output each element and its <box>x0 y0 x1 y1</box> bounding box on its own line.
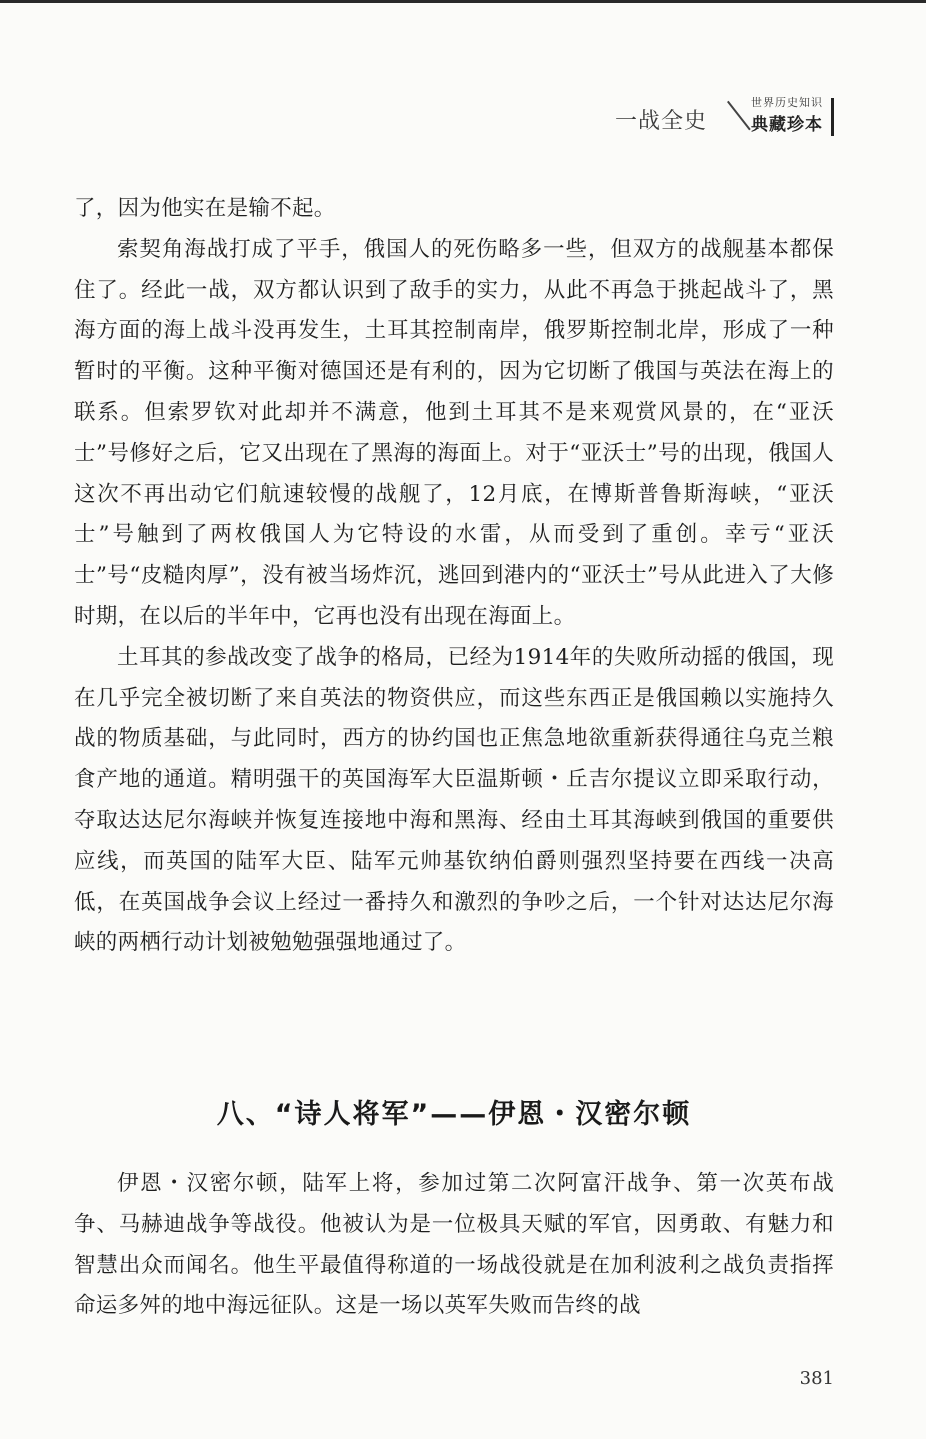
top-border-line <box>0 0 926 3</box>
header-vertical-bar <box>831 98 834 136</box>
running-header <box>615 92 834 136</box>
paragraph: 土耳其的参战改变了战争的格局，已经为1914年的失败所动摇的俄国，现在几乎完全被切断了来自英法的物资供应，而这些东西正是俄国赖以实施持久战的物质基础，与此同时，西方的协约国也正焦急地欲重新获得通往乌克兰粮食产地的通道。精明强干的英国海军大臣温斯顿・丘吉尔提议立即采取行动，夺取达达尼尔海峡并恢复连接地中海和黑海、经由土耳其海峡到俄国的重要供应线，而英国的陆军大臣、陆军元帅基钦纳伯爵则强烈坚持要在西线一决高低，在英国战争会议上经过一番持久和激烈的争吵之后，一个针对达达尼尔海峡的两栖行动计划被勉勉强强地通过了。 <box>74 644 834 956</box>
main-body-text <box>74 189 834 964</box>
book-title: 一战全史 <box>614 109 707 134</box>
section-body-text <box>74 1164 834 1327</box>
series-name: 世界历史知识 <box>751 96 823 109</box>
header-divider-slash <box>713 100 747 136</box>
paragraph: 索契角海战打成了平手，俄国人的死伤略多一些，但双方的战舰基本都保住了。经此一战，双方都认识到了敌手的实力，从此不再急于挑起战斗了，黑海方面的海上战斗没再发生，土耳其控制南岸，俄罗斯控制北岸，形成了一种暂时的平衡。这种平衡对德国还是有利的，因为它切断了俄国与英法在海上的联系。但索罗钦对此却并不满意，他到土耳其不是来观赏风景的，在“亚沃士”号修好之后，它又出现在了黑海的海面上。对于“亚沃士”号的出现，俄国人这次不再出动它们航速较慢的战舰了，12月底，在博斯普鲁斯海峡，“亚沃士”号触到了两枚俄国人为它特设的水雷，从而受到了重创。幸亏“亚沃士”号“皮糙肉厚”，没有被当场炸沉，逃回到港内的“亚沃士”号从此进入了大修时期，在以后的半年中，它再也没有出现在海面上。 <box>74 236 834 629</box>
section-heading: 八、“诗人将军”——伊恩・汉密尔顿 <box>216 1099 692 1130</box>
series-edition: 典藏珍本 <box>751 115 823 135</box>
section-paragraph: 伊恩・汉密尔顿，陆军上将，参加过第二次阿富汗战争、第一次英布战争、马赫迪战争等战役。他被认为是一位极具天赋的军官，因勇敢、有魅力和智慧出众而闻名。他生平最值得称道的一场战役就是在加利波利之战负责指挥命运多舛的地中海远征队。这是一场以英军失败而告终的战 <box>74 1171 834 1319</box>
series-label <box>751 96 823 136</box>
page-number: 381 <box>799 1368 834 1389</box>
paragraph-continuation: 了，因为他实在是输不起。 <box>74 196 336 221</box>
